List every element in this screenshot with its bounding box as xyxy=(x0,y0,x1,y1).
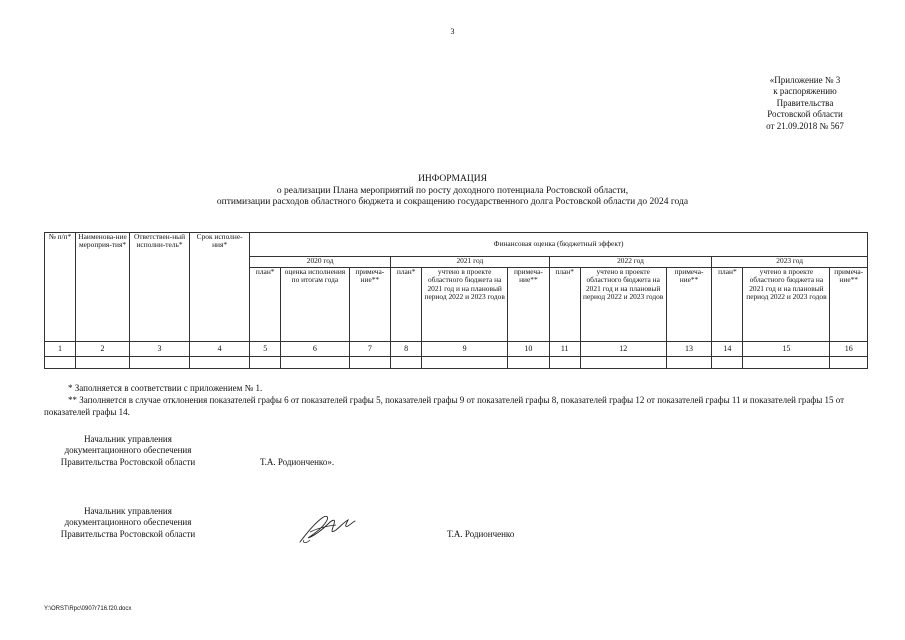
year-2021: 2021 год xyxy=(391,257,550,268)
sig2-line-1: Начальник управления xyxy=(84,506,172,516)
plan-2020: план* xyxy=(250,268,281,342)
plan-2023: план* xyxy=(712,268,743,342)
col-num: 7 xyxy=(349,342,390,357)
footnote-1: * Заполняется в соответствии с приложением № 1. xyxy=(68,383,263,393)
col-num: 13 xyxy=(666,342,712,357)
col-num: 9 xyxy=(422,342,508,357)
signature-1-name: Т.А. Родионченко». xyxy=(260,457,335,467)
year-2022: 2022 год xyxy=(549,257,712,268)
sig2-line-3: Правительства Ростовской области xyxy=(60,528,196,539)
accounted-2022: учтено в проекте областного бюджета на 2021 год и на плановый период 2022 и 2023 годов xyxy=(580,268,666,342)
year-2023: 2023 год xyxy=(712,257,868,268)
col-num: 5 xyxy=(250,342,281,357)
col-num: 14 xyxy=(712,342,743,357)
header-name: Наименова-ние мероприя-тия* xyxy=(76,233,130,342)
plan-2021: план* xyxy=(391,268,422,342)
sig1-line-3: Правительства Ростовской области xyxy=(60,456,196,467)
header-term: Срок исполне-ния* xyxy=(190,233,250,342)
signature-2-position xyxy=(44,506,212,540)
sig1-line-1: Начальник управления xyxy=(84,434,172,444)
col-num: 1 xyxy=(45,342,76,357)
col-num: 2 xyxy=(76,342,130,357)
column-number-row xyxy=(45,342,868,357)
signature-2-name: Т.А. Родионченко xyxy=(447,529,515,539)
accounted-2021: учтено в проекте областного бюджета на 2021 год и на плановый период 2022 и 2023 годов xyxy=(422,268,508,342)
year-2020: 2020 год xyxy=(250,257,391,268)
col-num: 15 xyxy=(743,342,830,357)
note-2022: примеча-ние** xyxy=(666,268,712,342)
col-num: 3 xyxy=(129,342,189,357)
accounted-2023: учтено в проекте областного бюджета на 2021 год и на плановый период 2022 и 2023 годов xyxy=(743,268,830,342)
note-2023: примеча-ние** xyxy=(830,268,868,342)
col-num: 16 xyxy=(830,342,868,357)
plan-2022: план* xyxy=(549,268,580,342)
col-num: 4 xyxy=(190,342,250,357)
annex-line-5: от 21.09.2018 № 567 xyxy=(766,120,844,131)
header-num: № п/п* xyxy=(45,233,76,342)
annex-line-3: Правительства xyxy=(776,97,834,108)
header-financial: Финансовая оценка (бюджетный эффект) xyxy=(250,233,868,257)
footnote-2: ** Заполняется в случае отклонения показателей графы 6 от показателей графы 5, показателей графы 9 от показателей графы 8, показателей графы 12 от показателей графы 11 и показателей графы 15 от показателей графы 14. xyxy=(44,395,845,417)
note-2021: примеча-ние** xyxy=(508,268,549,342)
title-line-2: оптимизации расходов областного бюджета и сокращению государственного долга Ростовской области до 2024 года xyxy=(216,197,689,207)
annex-line-1: «Приложение № 3 xyxy=(769,75,841,85)
annex-line-4: Ростовской области xyxy=(767,109,843,120)
sig1-line-2: документационного обеспечения xyxy=(64,445,192,456)
annex-line-2: к распоряжению xyxy=(773,86,837,97)
sig2-line-2: документационного обеспечения xyxy=(64,517,192,528)
note-2020: примеча-ние** xyxy=(349,268,390,342)
title-line-1: о реализации Плана мероприятий по росту доходного потенциала Ростовской области, xyxy=(276,185,629,196)
signature-1-position xyxy=(44,434,212,468)
estimate-2020: оценка исполнения по итогам года xyxy=(281,268,349,342)
col-num: 10 xyxy=(508,342,549,357)
financial-table xyxy=(44,232,868,369)
col-num: 6 xyxy=(281,342,349,357)
file-path: Y:\ORST\Rpc\0907r716.f20.docx xyxy=(44,606,132,612)
col-num: 11 xyxy=(549,342,580,357)
col-num: 8 xyxy=(391,342,422,357)
handwritten-signature xyxy=(296,510,358,546)
page-number: 3 xyxy=(450,27,455,36)
document-title xyxy=(0,174,905,209)
title-heading: ИНФОРМАЦИЯ xyxy=(418,174,487,184)
annex-header xyxy=(720,75,890,132)
empty-data-row xyxy=(45,357,868,369)
col-num: 12 xyxy=(580,342,666,357)
header-responsible: Ответствен-ный исполни-тель* xyxy=(129,233,189,342)
